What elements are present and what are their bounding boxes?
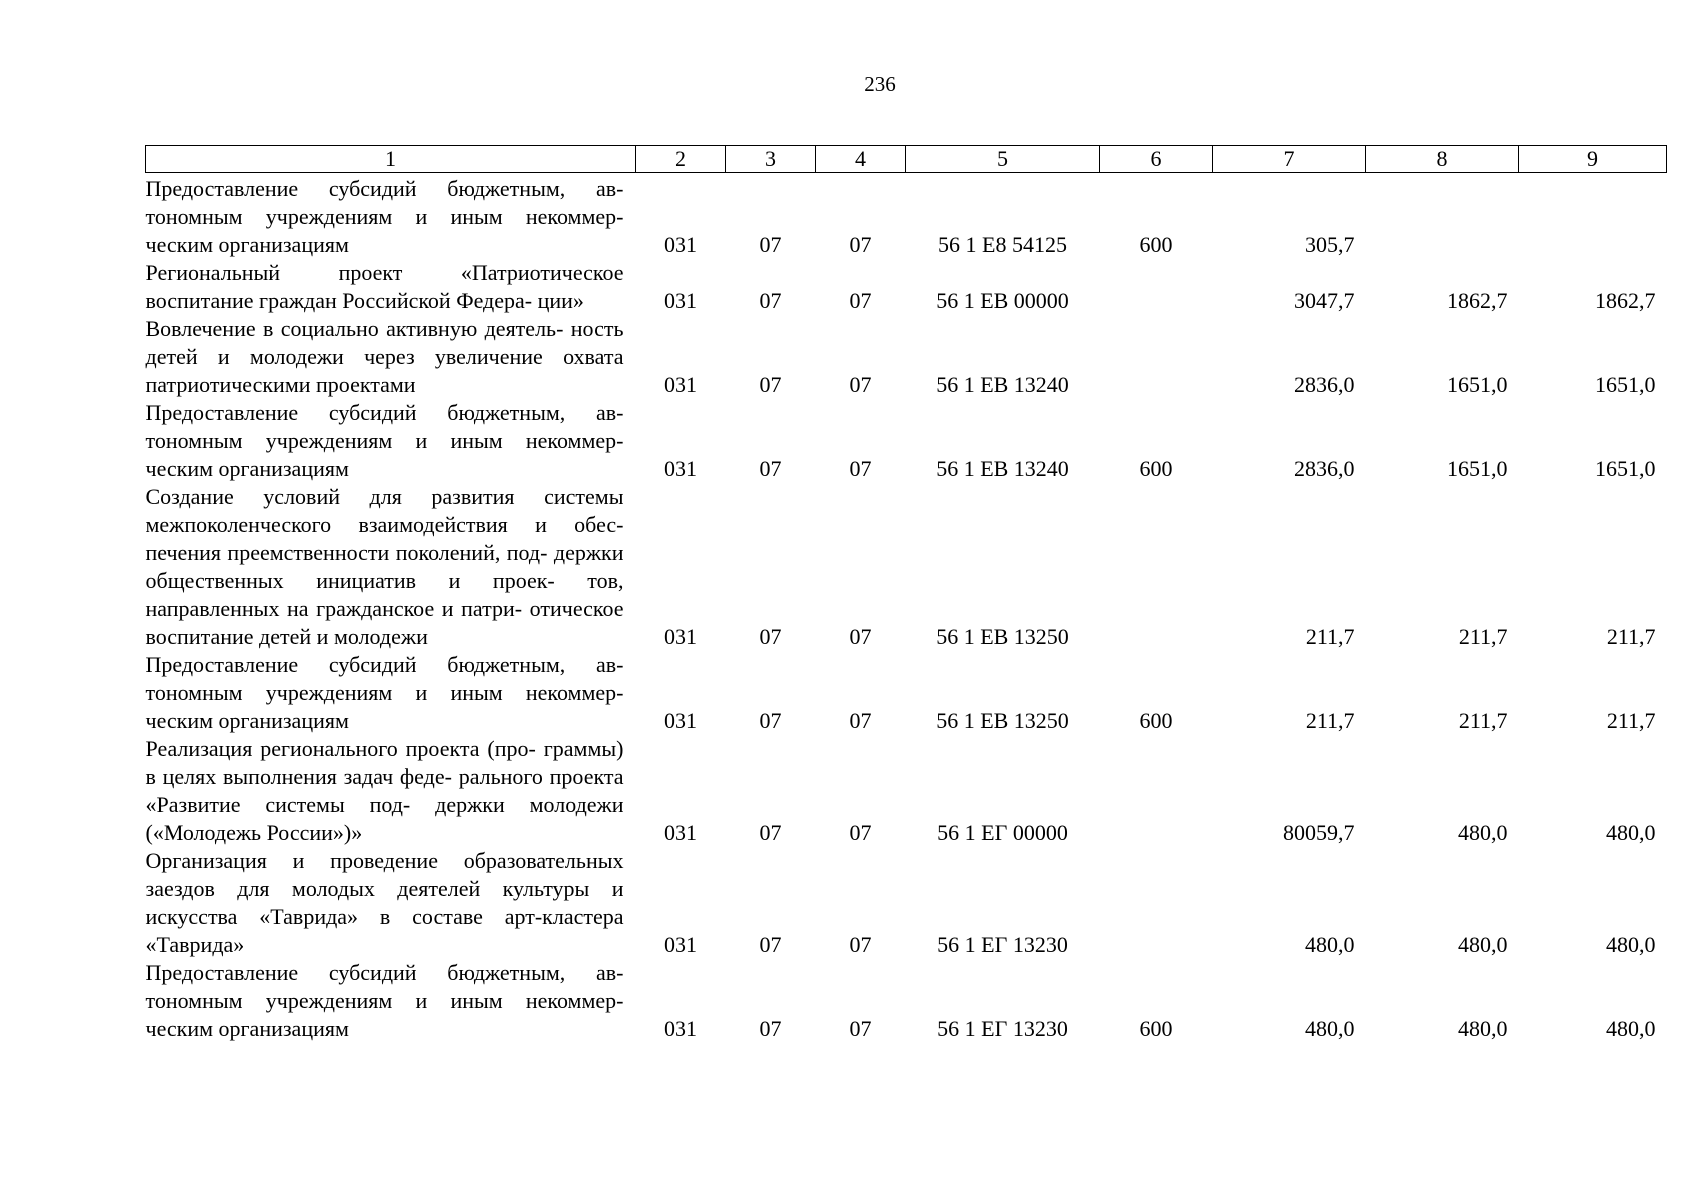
table-row: [146, 959, 1667, 1043]
col-2-cell: 031: [664, 708, 697, 733]
table-row: [146, 483, 1667, 651]
col-6-cell: [1100, 315, 1213, 399]
page-number: 236: [864, 72, 896, 96]
col-9-cell: 211,7: [1606, 624, 1656, 649]
col-5-cell: 56 1 ЕВ 13250: [936, 624, 1069, 649]
col-4-cell: 07: [849, 1016, 872, 1041]
table-row: [146, 735, 1667, 847]
row-description: [146, 847, 636, 959]
description-line: тономным учреждениям и иным некоммер-: [145, 988, 624, 1013]
description-line: ность детей и молодежи через увеличение: [145, 316, 624, 369]
description-line: отическое воспитание детей и молодежи: [145, 596, 624, 649]
col-8-cell: 211,7: [1458, 708, 1508, 733]
description-line: ческим организациям: [145, 1016, 349, 1041]
budget-table: [145, 145, 1667, 1043]
col-6-cell: [1100, 735, 1213, 847]
col-3-cell: 07: [759, 708, 782, 733]
description-line: держки общественных инициатив и проек-: [145, 540, 624, 593]
col-6-cell: [1100, 847, 1213, 959]
col-5-cell: 56 1 ЕВ 00000: [936, 288, 1069, 313]
description-line: тономным учреждениям и иным некоммер-: [145, 680, 624, 705]
table-row: [146, 173, 1667, 260]
description-line: «Таврида»: [145, 932, 245, 957]
col-4-cell: 07: [849, 820, 872, 845]
description-line: воспитание граждан Российской Федера-: [145, 288, 533, 313]
header-cell: 5: [906, 146, 1100, 173]
row-description: [146, 259, 636, 315]
col-3-cell: 07: [759, 820, 782, 845]
col-8-cell: 480,0: [1458, 820, 1508, 845]
col-9-cell: 480,0: [1606, 932, 1656, 957]
header-cell: 2: [636, 146, 726, 173]
header-row: [146, 146, 1667, 173]
col-8-cell: 1651,0: [1447, 372, 1508, 397]
table-row: [146, 651, 1667, 735]
col-6-cell: 600: [1139, 1016, 1173, 1041]
col-8-cell: 480,0: [1458, 1016, 1508, 1041]
col-8-cell: 1862,7: [1447, 288, 1508, 313]
description-line: печения преемственности поколений, под-: [145, 540, 548, 565]
row-description: [146, 735, 636, 847]
table-body: [146, 173, 1667, 1044]
col-5-cell: 56 1 ЕВ 13250: [936, 708, 1069, 733]
col-2-cell: 031: [664, 624, 697, 649]
description-line: Предоставление субсидий бюджетным, ав-: [145, 176, 624, 201]
description-line: тов, направленных на гражданское и патри-: [145, 568, 624, 621]
table-header: [146, 146, 1667, 173]
col-3-cell: 07: [759, 288, 782, 313]
description-line: рального проекта «Развитие системы под-: [145, 764, 624, 817]
table-row: [146, 315, 1667, 399]
col-3-cell: 07: [759, 932, 782, 957]
col-3-cell: 07: [759, 624, 782, 649]
description-line: тономным учреждениям и иным некоммер-: [145, 428, 624, 453]
col-6-cell: 600: [1139, 708, 1173, 733]
col-5-cell: 56 1 ЕВ 13240: [936, 456, 1069, 481]
col-4-cell: 07: [849, 624, 872, 649]
description-line: граммы) в целях выполнения задач феде-: [145, 736, 624, 789]
col-9-cell: 480,0: [1606, 1016, 1656, 1041]
description-line: Создание условий для развития системы: [145, 484, 624, 509]
col-7-cell: 2836,0: [1294, 372, 1355, 397]
col-5-cell: 56 1 ЕВ 13240: [936, 372, 1069, 397]
col-8-cell: 211,7: [1458, 624, 1508, 649]
header-cell: 8: [1366, 146, 1519, 173]
description-line: Региональный проект «Патриотическое: [145, 260, 624, 285]
col-9-cell: 480,0: [1606, 820, 1656, 845]
col-8-cell: [1366, 173, 1519, 260]
col-4-cell: 07: [849, 288, 872, 313]
col-5-cell: 56 1 Е8 54125: [938, 232, 1067, 257]
col-5-cell: 56 1 ЕГ 13230: [937, 932, 1068, 957]
col-8-cell: 480,0: [1458, 932, 1508, 957]
col-4-cell: 07: [849, 372, 872, 397]
col-7-cell: 211,7: [1305, 624, 1355, 649]
description-line: Предоставление субсидий бюджетным, ав-: [145, 960, 624, 985]
description-line: ческим организациям: [145, 708, 349, 733]
col-5-cell: 56 1 ЕГ 13230: [937, 1016, 1068, 1041]
description-line: Предоставление субсидий бюджетным, ав-: [145, 652, 624, 677]
col-7-cell: 305,7: [1305, 232, 1355, 257]
col-4-cell: 07: [849, 932, 872, 957]
description-line: Вовлечение в социально активную деятель-: [145, 316, 564, 341]
row-description: [146, 959, 636, 1043]
header-cell: 3: [726, 146, 816, 173]
description-line: ческим организациям: [145, 456, 349, 481]
description-line: тономным учреждениям и иным некоммер-: [145, 204, 624, 229]
description-line: межпоколенческого взаимодействия и обес-: [145, 512, 624, 537]
col-3-cell: 07: [759, 456, 782, 481]
col-4-cell: 07: [849, 708, 872, 733]
col-6-cell: [1100, 483, 1213, 651]
col-2-cell: 031: [664, 232, 697, 257]
col-7-cell: 211,7: [1305, 708, 1355, 733]
col-2-cell: 031: [664, 456, 697, 481]
col-7-cell: 480,0: [1305, 932, 1355, 957]
col-8-cell: 1651,0: [1447, 456, 1508, 481]
col-5-cell: 56 1 ЕГ 00000: [937, 820, 1068, 845]
col-9-cell: 211,7: [1606, 708, 1656, 733]
col-9-cell: 1862,7: [1595, 288, 1656, 313]
description-line: искусства «Таврида» в составе арт-кластера: [145, 904, 624, 929]
col-9-cell: 1651,0: [1595, 372, 1656, 397]
col-2-cell: 031: [664, 288, 697, 313]
col-6-cell: 600: [1139, 232, 1173, 257]
col-3-cell: 07: [759, 1016, 782, 1041]
col-2-cell: 031: [664, 820, 697, 845]
col-6-cell: [1100, 259, 1213, 315]
description-line: Предоставление субсидий бюджетным, ав-: [145, 400, 624, 425]
row-description: [146, 315, 636, 399]
col-2-cell: 031: [664, 932, 697, 957]
col-2-cell: 031: [664, 1016, 697, 1041]
header-cell: 9: [1519, 146, 1667, 173]
row-description: [146, 651, 636, 735]
col-3-cell: 07: [759, 232, 782, 257]
col-4-cell: 07: [849, 456, 872, 481]
col-7-cell: 80059,7: [1283, 820, 1355, 845]
description-line: Организация и проведение образовательных: [145, 848, 624, 873]
col-9-cell: 1651,0: [1595, 456, 1656, 481]
row-description: [146, 173, 636, 260]
header-cell: 4: [816, 146, 906, 173]
table-row: [146, 399, 1667, 483]
col-6-cell: 600: [1139, 456, 1173, 481]
description-line: ческим организациям: [145, 232, 349, 257]
col-3-cell: 07: [759, 372, 782, 397]
description-line: охвата патриотическими проектами: [145, 344, 624, 397]
table-row: [146, 847, 1667, 959]
col-9-cell: [1519, 173, 1667, 260]
table-row: [146, 259, 1667, 315]
col-7-cell: 480,0: [1305, 1016, 1355, 1041]
row-description: [146, 483, 636, 651]
col-7-cell: 3047,7: [1294, 288, 1355, 313]
description-line: заездов для молодых деятелей культуры и: [145, 876, 624, 901]
col-4-cell: 07: [849, 232, 872, 257]
header-cell: 1: [146, 146, 636, 173]
header-cell: 7: [1213, 146, 1366, 173]
description-line: Реализация регионального проекта (про-: [145, 736, 536, 761]
header-cell: 6: [1100, 146, 1213, 173]
row-description: [146, 399, 636, 483]
col-2-cell: 031: [664, 372, 697, 397]
col-7-cell: 2836,0: [1294, 456, 1355, 481]
description-line: ции»: [537, 288, 584, 313]
description-line: держки молодежи («Молодежь России»)»: [145, 792, 624, 845]
